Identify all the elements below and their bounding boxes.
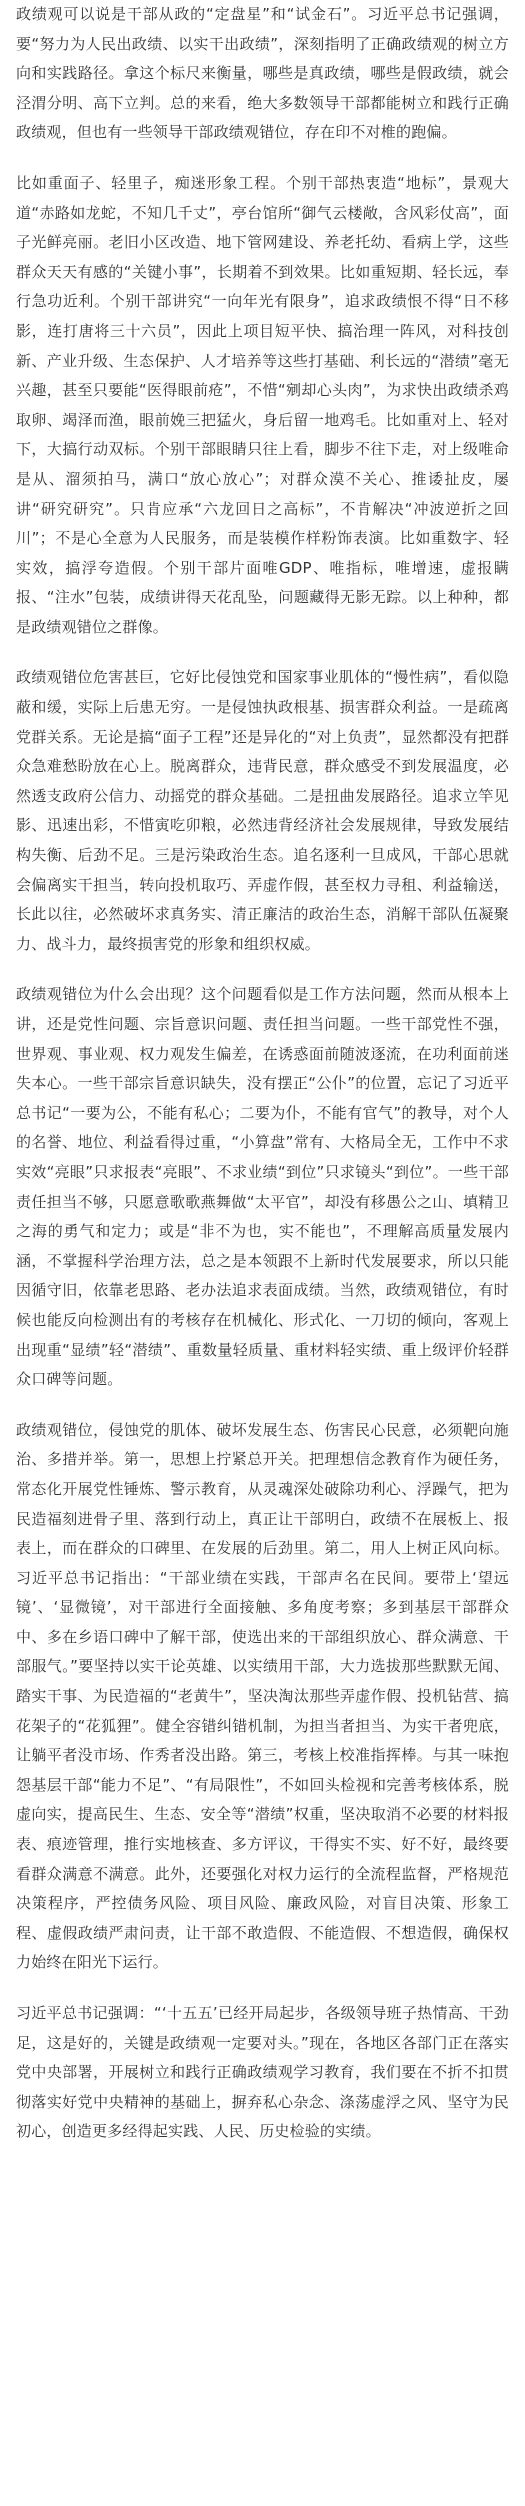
article-paragraph-5: 政绩观错位，侵蚀党的肌体、破坏发展生态、伤害民心民意，必须靶向施治、多措并举。第一，思想上拧紧总开关。把理想信念教育作为硬任务，常态化开展党性锤炼、警示教育，从灵魂深处破除功利心、浮躁气，把为民造福刻进骨子里、落到行动上，真正让干部明白，政绩不在展板上、报表上，而在群众的口碑里、在发展的后劲里。第二，用人上树正风向标。习近平总书记指出：“干部业绩在实践，干部声名在民间。要带上‘望远镜’、‘显微镜’，对干部进行全面接触、多角度考察；多到基层干部群众中、多在乡语口碑中了解干部，使选出来的干部组织放心、群众满意、干部服气。”要坚持以实干论英雄、以实绩用干部，大力选拔那些默默无闻、踏实干事、为民造福的“老黄牛”，坚决淘汰那些弄虚作假、投机钻营、搞花架子的“花狐狸”。健全容错纠错机制，为担当者担当、为实干者兜底，让躺平者没市场、作秀者没出路。第三，考核上校准指挥棒。与其一味抱怨基层干部“能力不足”、“有局限性”，不如回头检视和完善考核体系，脱虚向实，提高民生、生态、安全等“潜绩”权重，坚决取消不必要的材料报表、痕迹管理，推行实地核查、多方评议，干得实不实、好不好，最终要看群众满意不满意。此外，还要强化对权力运行的全流程监督，严格规范决策程序，严控债务风险、项目风险、廉政风险，对盲目决策、形象工程、虚假政绩严肃问责，让干部不敢造假、不能造假、不想造假，确保权力始终在阳光下运行。: [16, 1420, 509, 1972]
article-paragraph-3: 政绩观错位危害甚巨，它好比侵蚀党和国家事业肌体的“慢性病”，看似隐蔽和缓，实际上后患无穷。一是侵蚀执政根基、损害群众利益。一是疏离党群关系。无论是搞“面子工程”还是异化的“对上负责”，显然都没有把群众急难愁盼放在心上。脱离群众，违背民意，群众感受不到发展温度，必然透支政府公信力、动摇党的群众基础。二是扭曲发展路径。追求立竿见影、迅速出彩，不惜寅吃卯粮，必然违背经济社会发展规律，导致发展结构失衡、后劲不足。三是污染政治生态。追名逐利一旦成风，干部心思就会偏离实干担当，转向投机取巧、弄虚作假，甚至权力寻租、利益输送，长此以往，必然破坏求真务实、清正廉洁的政治生态，消解干部队伍凝聚力、战斗力，最终损害党的形象和组织权威。: [16, 668, 509, 953]
article-paragraph-2: 比如重面子、轻里子，痴迷形象工程。个别干部热衷造“地标”，景观大道“赤路如龙蛇，不知几千丈”，亭台馆所“御气云楼敞，含风彩仗高”，面子光鲜亮丽。老旧小区改造、地下管网建设、养老托幼、看病上学，这些群众天天有感的“关键小事”，长期着不到效果。比如重短期、轻长远，奉行急功近利。个别干部讲究“一向年光有限身”，追求政绩恨不得“日不移影，连打唐将三十六员”，因此上项目短平快、搞治理一阵风，对科技创新、产业升级、生态保护、人才培养等这些打基础、利长远的“潜绩”毫无兴趣，甚至只要能“医得眼前疮”，不惜“剜却心头肉”，为求快出政绩杀鸡取卵、竭泽而渔，眼前娩三把猛火，身后留一地鸡毛。比如重对上、轻对下，大搞行动双标。个别干部眼睛只往上看，脚步不往下走，对上级唯命是从、溜须拍马，满口“放心放心”；对群众漠不关心、推诿扯皮，屡讲“研究研究”。只肯应承“六龙回日之高标”，不肯解决“冲波逆折之回川”；不是心全意为人民服务，而是装模作样粉饰表演。比如重数字、轻实效，搞浮夸造假。个别干部片面唯GDP、唯指标，唯增速，虚报瞒报、“注水”包装，成绩讲得天花乱坠，问题藏得无影无踪。以上种种，都是政绩观错位之群像。: [16, 173, 509, 636]
article-paragraph-6: 习近平总书记强调：“‘十五五’已经开局起步，各级领导班子热情高、干劲足，这是好的，关键是政绩观一定要对头。”现在，各地区各部门正在落实党中央部署，开展树立和践行正确政绩观学习教育，我们要在不折不扣贯彻落实好党中央精神的基础上，摒弃私心杂念、涤荡虚浮之风、坚守为民初心，创造更多经得起实践、人民、历史检验的实绩。: [16, 2004, 509, 2141]
article-paragraph-4: 政绩观错位为什么会出现？这个问题看似是工作方法问题，然而从根本上讲，还是党性问题、宗旨意识问题、责任担当问题。一些干部党性不强，世界观、事业观、权力观发生偏差，在诱惑面前随波逐流，在功利面前迷失本心。一些干部宗旨意识缺失，没有摆正“公仆”的位置，忘记了习近平总书记“一要为公，不能有私心；二要为仆，不能有官气”的教导，对个人的名誉、地位、利益看得过重，“小算盘”常有、大格局全无，工作中不求实效“亮眼”只求报表“亮眼”、不求业绩“到位”只求镜头“到位”。一些干部责任担当不够，只愿意歌歌燕舞做“太平官”，却没有移愚公之山、填精卫之海的勇气和定力；或是“非不为也，实不能也”，不理解高质量发展内涵，不掌握科学治理方法，总之是本领跟不上新时代发展要求，所以只能因循守旧，依靠老思路、老办法追求表面成绩。当然，政绩观错位，有时候也能反向检测出有的考核存在机械化、形式化、一刀切的倾向，客观上出现重“显绩”轻“潜绩”、重数量轻质量、重材料轻实绩、重上级评价轻群众口碑等问题。: [16, 985, 509, 1389]
article-paragraph-1: 政绩观可以说是干部从政的“定盘星”和“试金石”。习近平总书记强调，要“努力为人民出政绩、以实干出政绩”，深刻指明了正确政绩观的树立方向和实践路径。拿这个标尺来衡量，哪些是真政绩，哪些是假政绩，就会泾渭分明、高下立判。总的来看，绝大多数领导干部都能树立和践行正确政绩观，但也有一些领导干部政绩观错位，存在印不对椎的跑偏。: [16, 5, 509, 142]
